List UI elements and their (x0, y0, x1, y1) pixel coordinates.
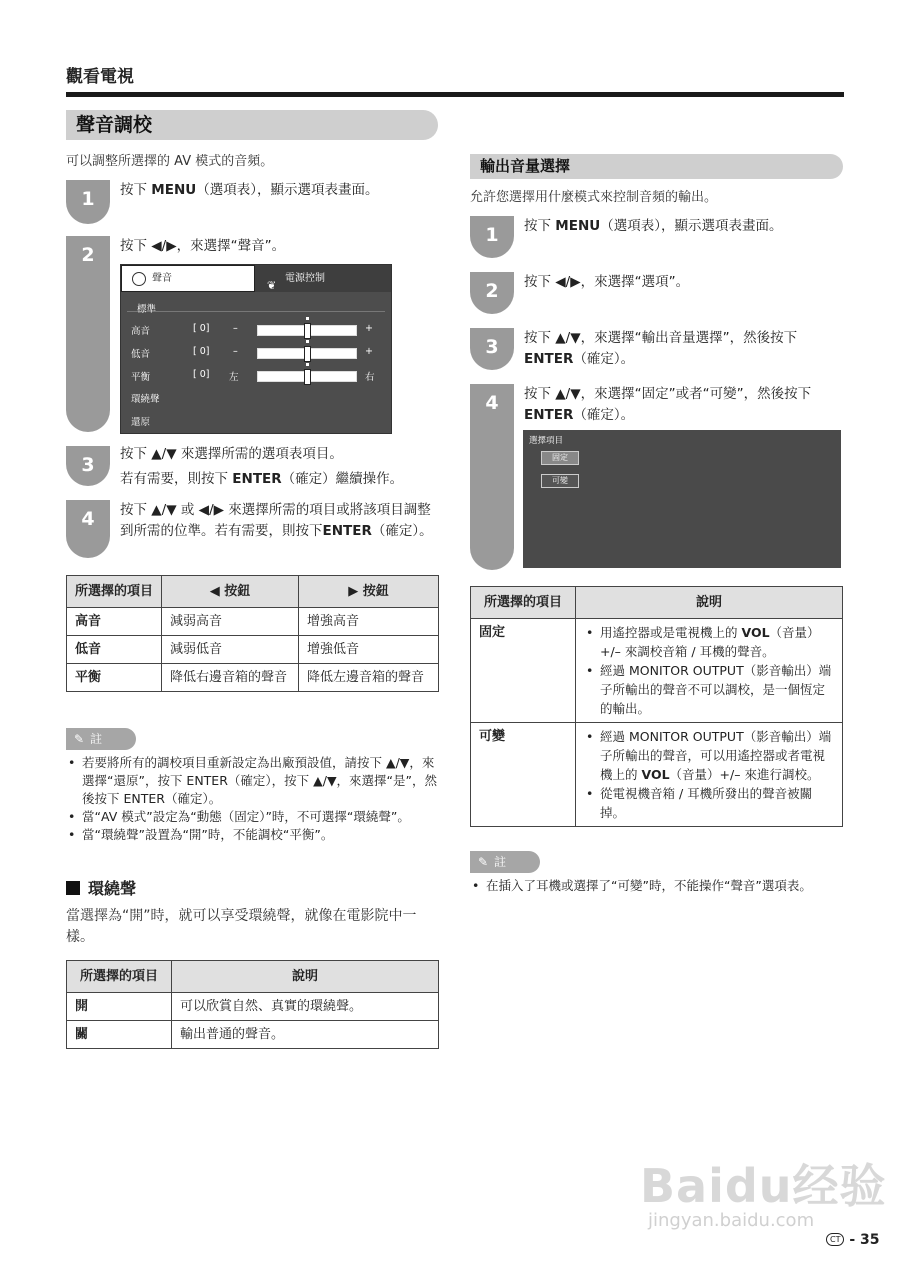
output-volume-table (470, 586, 843, 827)
table-header: 說明 (576, 587, 843, 619)
surround-intro: 當選擇為“開”時，就可以享受環繞聲，就像在電影院中一樣。 (66, 908, 417, 945)
output-volume-title: 輸出音量選擇 (470, 154, 843, 179)
step-number: 4 (81, 508, 95, 530)
step-3-text: 按下 ▲/▼ 來選擇所需的選項表項目。 若有需要，則按下 ENTER（確定）繼續操作。 (120, 446, 404, 487)
step-4-marker (66, 500, 110, 558)
step-2-marker (66, 236, 110, 432)
note-badge: ✎ 註 (470, 851, 540, 873)
list-item: • 若要將所有的調校項目重新設定為出廠預設值，請按下 ▲/▼，來選擇“還原”，按下 ENTER（確定），按下 ▲/▼，來選擇“是”，然後按下 ENTER（確定）。 (66, 754, 440, 808)
list-item: • 當“環繞聲”設置為“開”時，不能調校“平衡”。 (66, 826, 440, 844)
step-3-marker (66, 446, 110, 486)
table-header: 所選擇的項目 (67, 576, 162, 608)
watermark-logo: Baidu经验 (640, 1159, 887, 1213)
table-row: 關 輸出普通的聲音。 (67, 1021, 439, 1049)
step-1-text: 按下 MENU（選項表），顯示選項表畫面。 (120, 182, 379, 198)
table-header: 所選擇的項目 (471, 587, 576, 619)
option-fixed: 固定 (541, 451, 579, 465)
table-row: 可變 • 經過 MONITOR OUTPUT（影音輸出）端子所輸出的聲音，可以用遙控器或者電視機上的 VOL（音量）+/– 來進行調校。 • 從電視機音箱 / 耳機所發出的聲音被關掉。 (471, 723, 843, 827)
output-volume-intro: 允許您選擇用什麼模式來控制音頻的輸出。 (470, 190, 718, 205)
table-row: 低音 減弱低音 增強低音 (67, 636, 439, 664)
pencil-icon: ✎ (74, 732, 85, 746)
step-number: 2 (81, 244, 95, 266)
table-header: ▶ 按鈕 (299, 576, 439, 608)
step-1-text: 按下 MENU（選項表），顯示選項表畫面。 (524, 218, 783, 234)
menu-row-surround: 環繞聲 (131, 394, 160, 405)
table-row: 固定 • 用遙控器或是電視機上的 VOL（音量）+/– 來調校音箱 / 耳機的聲音。 • 經過 MONITOR OUTPUT（影音輸出）端子所輸出的聲音不可以調校，是一個恆定的輸出。 (471, 619, 843, 723)
step-1-marker (470, 216, 514, 258)
list-item: • 在插入了耳機或選擇了“可變”時，不能操作“聲音”選項表。 (470, 877, 844, 895)
page-number: CT - 35 (826, 1232, 880, 1248)
leaf-icon: ❦ (267, 279, 277, 292)
table-header: ◀ 按鈕 (162, 576, 299, 608)
screen-title: 選擇項目 (529, 436, 564, 446)
step-2-text: 按下 ◀/▶，來選擇“聲音”。 (120, 238, 286, 254)
header-rule (66, 92, 844, 97)
step-4-marker (470, 384, 514, 570)
surround-heading: 環繞聲 (66, 876, 136, 899)
table-header: 說明 (172, 961, 439, 993)
region-badge: CT (826, 1233, 844, 1246)
menu-row-balance: 平衡 (131, 372, 151, 383)
menu-standard: 標準 (137, 304, 157, 315)
menu-row-treble: 高音 (131, 326, 151, 337)
step-2-text: 按下 ◀/▶，來選擇“選項”。 (524, 274, 690, 290)
step-number: 3 (485, 336, 499, 358)
pencil-icon: ✎ (478, 855, 489, 869)
bass-slider (257, 348, 357, 359)
step-1-marker (66, 180, 110, 224)
menu-tab-power: ❦ 電源控制 (255, 265, 391, 292)
list-item: • 從電視機音箱 / 耳機所發出的聲音被關掉。 (584, 784, 834, 822)
select-item-screenshot (523, 430, 841, 568)
section-header: 觀看電視 (66, 67, 134, 87)
table-header: 所選擇的項目 (67, 961, 172, 993)
output-notes (470, 877, 844, 895)
step-number: 1 (485, 224, 499, 246)
watermark-url: jingyan.baidu.com (648, 1210, 815, 1231)
speaker-icon (132, 272, 146, 286)
balance-slider (257, 371, 357, 382)
menu-row-reset: 還原 (131, 417, 151, 428)
table-row: 平衡 降低右邊音箱的聲音 降低左邊音箱的聲音 (67, 664, 439, 692)
sound-notes (66, 754, 440, 844)
treble-slider (257, 325, 357, 336)
step-number: 3 (81, 454, 95, 476)
note-badge: ✎ 註 (66, 728, 136, 750)
surround-table (66, 960, 439, 1049)
step-number: 1 (81, 188, 95, 210)
list-item: • 當“AV 模式”設定為“動態（固定）”時，不可選擇“環繞聲”。 (66, 808, 440, 826)
step-3-text: 按下 ▲/▼，來選擇“輸出音量選擇”，然後按下 ENTER（確定）。 (524, 330, 798, 367)
step-3-marker (470, 328, 514, 370)
table-row: 開 可以欣賞自然、真實的環繞聲。 (67, 993, 439, 1021)
list-item: • 經過 MONITOR OUTPUT（影音輸出）端子所輸出的聲音不可以調校，是一個恆定的輸出。 (584, 661, 834, 718)
list-item: • 經過 MONITOR OUTPUT（影音輸出）端子所輸出的聲音，可以用遙控器或者電視機上的 VOL（音量）+/– 來進行調校。 (584, 727, 834, 784)
menu-row-bass: 低音 (131, 349, 151, 360)
table-row: 高音 減弱高音 增強高音 (67, 608, 439, 636)
option-variable: 可變 (541, 474, 579, 488)
step-2-marker (470, 272, 514, 314)
step-number: 4 (485, 392, 499, 414)
sound-adjust-title: 聲音調校 (66, 110, 438, 140)
square-icon (66, 881, 80, 895)
step-4-text: 按下 ▲/▼，來選擇“固定”或者“可變”，然後按下 ENTER（確定）。 (524, 386, 812, 423)
step-4-text: 按下 ▲/▼ 或 ◀/▶ 來選擇所需的項目或將該項目調整到所需的位準。若有需要，則按下ENTER（確定）。 (120, 502, 433, 539)
sound-adjust-intro: 可以調整所選擇的 AV 模式的音頻。 (66, 154, 274, 169)
sound-menu-screenshot: 聲音 ❦ 電源控制 標準 高音 [ 0] – + 低音 [ 0] – + 平衡 [ 0] 左 右 環繞聲 還原 (120, 264, 392, 434)
menu-tab-sound: 聲音 (121, 265, 255, 292)
list-item: • 用遙控器或是電視機上的 VOL（音量）+/– 來調校音箱 / 耳機的聲音。 (584, 623, 834, 661)
step-number: 2 (485, 280, 499, 302)
sound-adjust-table (66, 575, 439, 692)
